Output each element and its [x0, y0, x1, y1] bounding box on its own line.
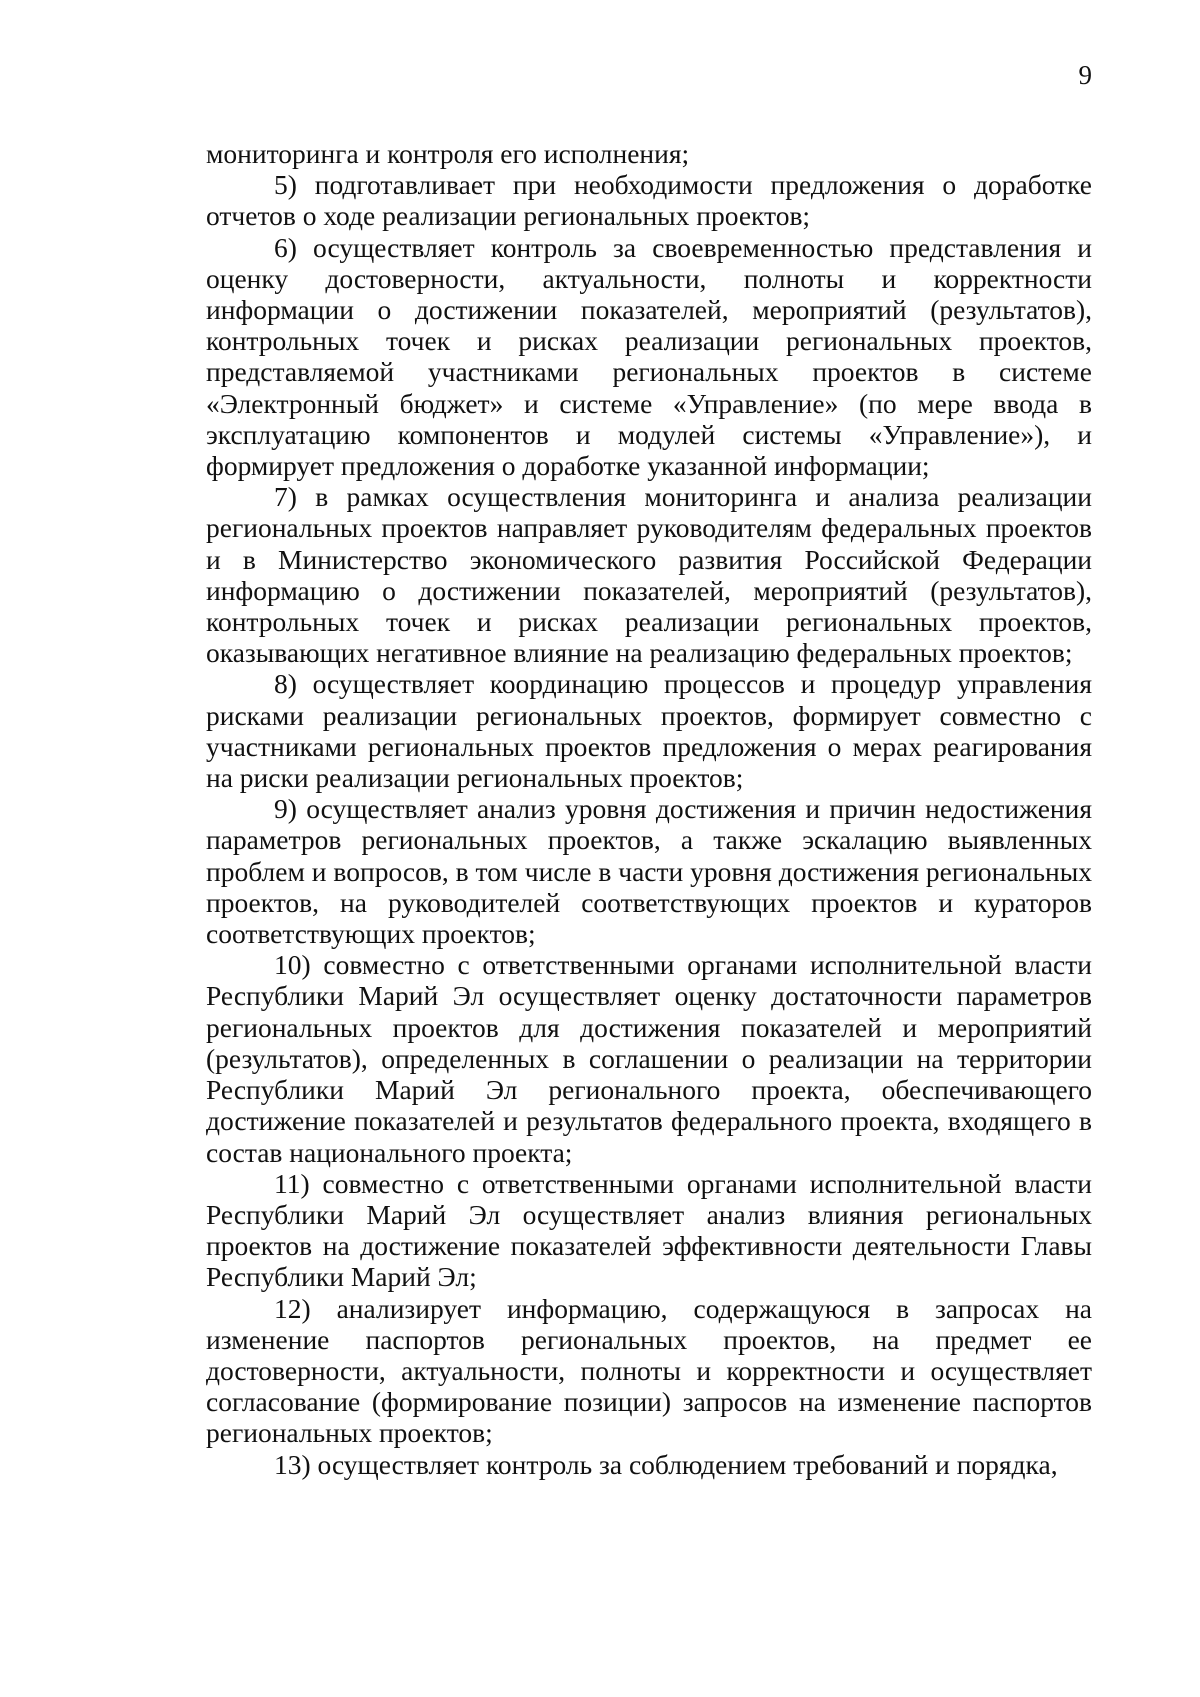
paragraph-item-7: 7) в рамках осуществления мониторинга и анализа реализации региональных проектов направляет руководителям федеральных проектов и в Министерство экономического развития Российской Федерации информацию о достижении показателей, мероприятий (результатов), контрольных точек и рисках реализации региональных проектов, оказывающих негативное влияние на реализацию федеральных проектов;: [206, 481, 1092, 669]
paragraph-continuation: мониторинга и контроля его исполнения;: [206, 138, 690, 169]
paragraph-item-8: 8) осуществляет координацию процессов и процедур управления рисками реализации региональных проектов, формирует совместно с участниками региональных проектов предложения о мерах реагирования на риски реализации региональных проектов;: [206, 668, 1092, 794]
paragraph-item-13: 13) осуществляет контроль за соблюдением требований и порядка,: [274, 1448, 1058, 1480]
paragraph-item-6: 6) осуществляет контроль за своевременностью представления и оценку достоверности, актуальности, полноты и корректности информации о достижении показателей, мероприятий (результатов), контрольных точек и рисках реализации региональных проектов, представляемой участниками региональных проектов в системе «Электронный бюджет» и системе «Управление» (по мере ввода в эксплуатацию компонентов и модулей системы «Управление»), и формирует предложения о доработке указанной информации;: [206, 231, 1092, 482]
paragraph-item-10: 10) совместно с ответственными органами исполнительной власти Республики Марий Эл осуществляет оценку достаточности параметров региональных проектов для достижения показателей и мероприятий (результатов), определенных в соглашении о реализации на территории Республики Марий Эл регионального проекта, обеспечивающего достижение показателей и результатов федерального проекта, входящего в состав национального проекта;: [206, 949, 1092, 1168]
paragraph-item-11: 11) совместно с ответственными органами исполнительной власти Республики Марий Эл осуществляет анализ влияния региональных проектов на достижение показателей эффективности деятельности Главы Республики Марий Эл;: [206, 1167, 1092, 1293]
paragraph-item-12: 12) анализирует информацию, содержащуюся в запросах на изменение паспортов региональных проектов, на предмет ее достоверности, актуальности, полноты и корректности и осуществляет согласование (формирование позиции) запросов на изменение паспортов региональных проектов;: [206, 1292, 1092, 1449]
document-body: [206, 138, 1092, 1480]
page-number: 9: [1078, 60, 1092, 90]
paragraph-item-9: 9) осуществляет анализ уровня достижения и причин недостижения параметров региональных проектов, а также эскалацию выявленных проблем и вопросов, в том числе в части уровня достижения региональных проектов, на руководителей соответствующих проектов и кураторов соответствующих проектов;: [206, 793, 1092, 950]
paragraph-item-5: 5) подготавливает при необходимости предложения о доработке отчетов о ходе реализации региональных проектов;: [206, 169, 1092, 232]
